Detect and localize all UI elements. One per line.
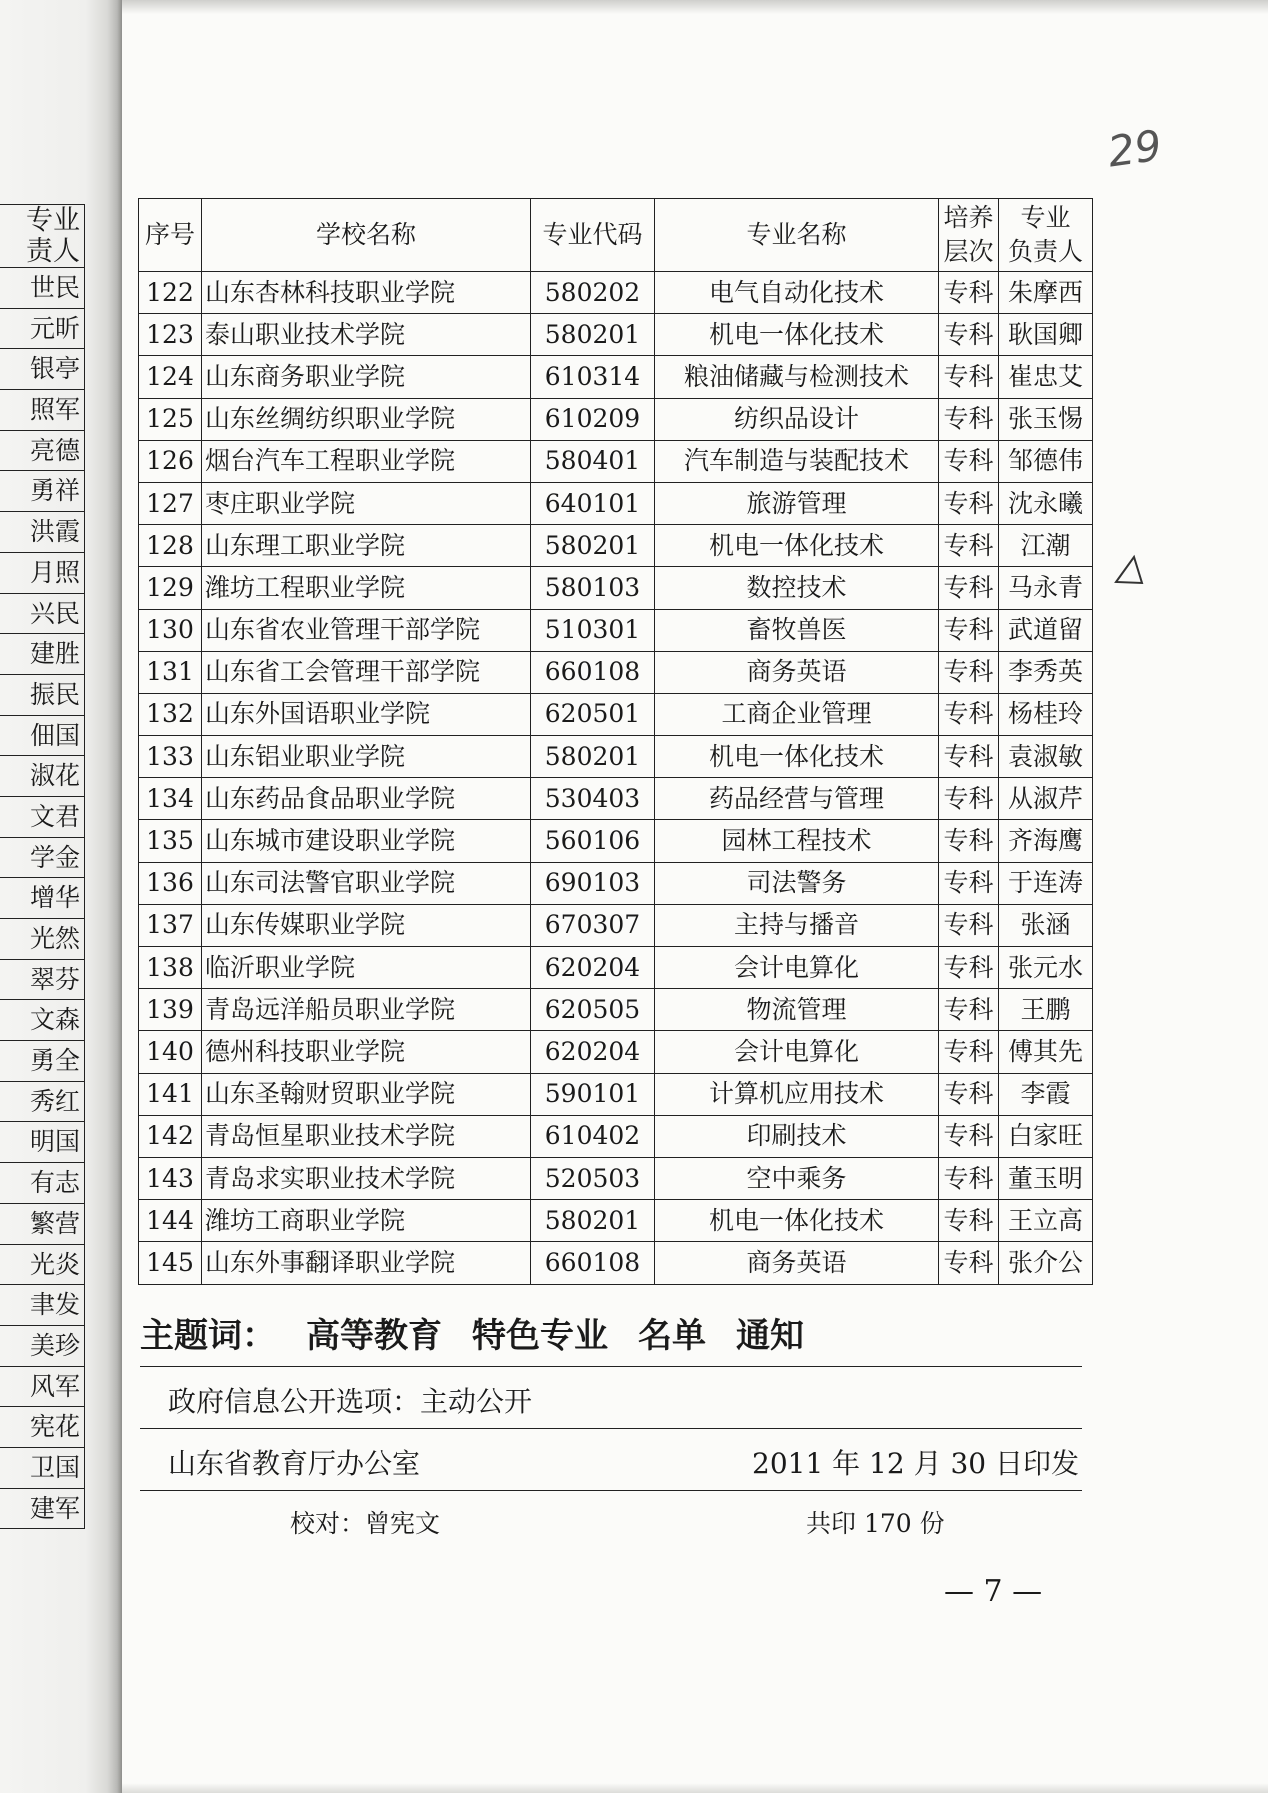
row-num: 122 — [139, 272, 202, 314]
disclosure-option: 政府信息公开选项：主动公开 — [168, 1385, 533, 1418]
row-lead: 沈永曦 — [999, 482, 1093, 524]
left-strip-name: 建军 — [0, 1489, 84, 1530]
row-level: 专科 — [939, 820, 999, 862]
row-code: 580202 — [531, 272, 655, 314]
row-code: 580201 — [531, 525, 655, 567]
row-lead: 邹德伟 — [999, 440, 1093, 482]
row-level: 专科 — [939, 356, 999, 398]
left-strip-name: 繁营 — [0, 1204, 84, 1245]
table-row — [139, 398, 1093, 440]
header-level-line2: 层次 — [943, 237, 994, 266]
row-school: 山东城市建设职业学院 — [202, 820, 531, 862]
table-body — [139, 272, 1093, 1285]
divider-line — [140, 1490, 1082, 1491]
row-school: 山东商务职业学院 — [202, 356, 531, 398]
row-code: 510301 — [531, 609, 655, 651]
row-major: 会计电算化 — [655, 947, 939, 989]
subject-keyword: 通知 — [736, 1316, 804, 1356]
row-level: 专科 — [939, 651, 999, 693]
row-num: 124 — [139, 356, 202, 398]
page-bottom-shadow — [122, 1783, 1268, 1793]
left-strip-name: 洪霞 — [0, 512, 84, 553]
header-lead-line2: 负责人 — [1007, 237, 1083, 266]
header-code: 专业代码 — [531, 199, 655, 272]
row-code: 520503 — [531, 1157, 655, 1199]
row-num: 144 — [139, 1200, 202, 1242]
header-school: 学校名称 — [202, 199, 531, 272]
row-level: 专科 — [939, 525, 999, 567]
row-code: 690103 — [531, 862, 655, 904]
row-num: 130 — [139, 609, 202, 651]
header-num: 序号 — [139, 199, 202, 272]
row-major: 药品经营与管理 — [655, 778, 939, 820]
row-lead: 张介公 — [999, 1242, 1093, 1284]
left-strip-name: 增华 — [0, 878, 84, 919]
handwritten-page-number: 29 — [1104, 120, 1165, 177]
header-major: 专业名称 — [655, 199, 939, 272]
row-major: 工商企业管理 — [655, 693, 939, 735]
row-major: 空中乘务 — [655, 1157, 939, 1199]
table-row — [139, 1200, 1093, 1242]
row-num: 141 — [139, 1073, 202, 1115]
row-num: 142 — [139, 1115, 202, 1157]
table-row — [139, 440, 1093, 482]
print-copies: 共印 170 份 — [806, 1509, 945, 1538]
row-school: 枣庄职业学院 — [202, 482, 531, 524]
row-num: 136 — [139, 862, 202, 904]
left-strip-name: 风军 — [0, 1367, 84, 1408]
row-school: 潍坊工商职业学院 — [202, 1200, 531, 1242]
row-code: 590101 — [531, 1073, 655, 1115]
left-strip-name: 宪花 — [0, 1407, 84, 1448]
table-row — [139, 525, 1093, 567]
row-major: 机电一体化技术 — [655, 736, 939, 778]
row-major: 商务英语 — [655, 651, 939, 693]
table-row — [139, 736, 1093, 778]
left-strip-name: 光炎 — [0, 1245, 84, 1286]
table-row — [139, 693, 1093, 735]
row-level: 专科 — [939, 778, 999, 820]
left-strip-name: 勇祥 — [0, 471, 84, 512]
row-lead: 董玉明 — [999, 1157, 1093, 1199]
subject-terms-label: 主题词： — [140, 1316, 276, 1356]
row-code: 580401 — [531, 440, 655, 482]
row-num: 145 — [139, 1242, 202, 1284]
row-major: 旅游管理 — [655, 482, 939, 524]
left-strip-name: 佃国 — [0, 716, 84, 757]
left-strip-name: 聿发 — [0, 1285, 84, 1326]
row-school: 山东司法警官职业学院 — [202, 862, 531, 904]
row-school: 山东传媒职业学院 — [202, 904, 531, 946]
table-row — [139, 778, 1093, 820]
row-level: 专科 — [939, 1242, 999, 1284]
row-num: 143 — [139, 1157, 202, 1199]
row-code: 620204 — [531, 947, 655, 989]
row-lead: 李霞 — [999, 1073, 1093, 1115]
row-school: 山东省工会管理干部学院 — [202, 651, 531, 693]
row-major: 电气自动化技术 — [655, 272, 939, 314]
row-code: 530403 — [531, 778, 655, 820]
left-strip-name: 兴民 — [0, 594, 84, 635]
left-strip-name: 世民 — [0, 268, 84, 309]
row-lead: 傅其先 — [999, 1031, 1093, 1073]
header-level-line1: 培养 — [943, 203, 994, 232]
row-lead: 江潮 — [999, 525, 1093, 567]
row-code: 580201 — [531, 736, 655, 778]
row-num: 137 — [139, 904, 202, 946]
table-row — [139, 820, 1093, 862]
major-list-table — [138, 198, 1093, 1285]
left-strip-name: 秀红 — [0, 1082, 84, 1123]
row-num: 128 — [139, 525, 202, 567]
row-lead: 张涵 — [999, 904, 1093, 946]
row-major: 园林工程技术 — [655, 820, 939, 862]
row-num: 129 — [139, 567, 202, 609]
row-lead: 耿国卿 — [999, 314, 1093, 356]
row-code: 610209 — [531, 398, 655, 440]
left-strip-name: 振民 — [0, 675, 84, 716]
left-strip-header-line2: 责人 — [26, 236, 80, 267]
row-code: 580201 — [531, 1200, 655, 1242]
table-row — [139, 1242, 1093, 1284]
left-strip-name: 元昕 — [0, 309, 84, 350]
row-num: 132 — [139, 693, 202, 735]
left-strip-name: 月照 — [0, 553, 84, 594]
left-page-column-strip — [0, 204, 85, 1529]
row-lead: 齐海鹰 — [999, 820, 1093, 862]
row-code: 560106 — [531, 820, 655, 862]
left-strip-name: 文森 — [0, 1000, 84, 1041]
row-lead: 王立高 — [999, 1200, 1093, 1242]
row-school: 山东丝绸纺织职业学院 — [202, 398, 531, 440]
left-strip-name: 学金 — [0, 838, 84, 879]
row-code: 610314 — [531, 356, 655, 398]
table-row — [139, 1073, 1093, 1115]
row-school: 山东杏林科技职业学院 — [202, 272, 531, 314]
left-strip-header-line1: 专业 — [26, 205, 80, 236]
row-num: 123 — [139, 314, 202, 356]
row-level: 专科 — [939, 693, 999, 735]
row-lead: 张元水 — [999, 947, 1093, 989]
row-major: 纺织品设计 — [655, 398, 939, 440]
row-lead: 白家旺 — [999, 1115, 1093, 1157]
left-strip-name: 明国 — [0, 1122, 84, 1163]
table-row — [139, 1031, 1093, 1073]
row-major: 机电一体化技术 — [655, 525, 939, 567]
row-level: 专科 — [939, 947, 999, 989]
left-strip-name: 照军 — [0, 390, 84, 431]
table-header-row — [139, 199, 1093, 272]
left-strip-name: 有志 — [0, 1163, 84, 1204]
row-num: 127 — [139, 482, 202, 524]
row-level: 专科 — [939, 862, 999, 904]
row-major: 司法警务 — [655, 862, 939, 904]
row-code: 670307 — [531, 904, 655, 946]
row-school: 烟台汽车工程职业学院 — [202, 440, 531, 482]
row-level: 专科 — [939, 1157, 999, 1199]
issue-date: 2011 年 12 月 30 日印发 — [752, 1447, 1080, 1480]
row-school: 山东外国语职业学院 — [202, 693, 531, 735]
left-strip-name: 美珍 — [0, 1326, 84, 1367]
row-major: 主持与播音 — [655, 904, 939, 946]
row-major: 印刷技术 — [655, 1115, 939, 1157]
handwritten-triangle-mark — [1112, 554, 1146, 586]
row-lead: 于连涛 — [999, 862, 1093, 904]
table-row — [139, 567, 1093, 609]
row-num: 131 — [139, 651, 202, 693]
subject-keyword: 高等教育 — [306, 1316, 442, 1356]
row-num: 139 — [139, 989, 202, 1031]
row-lead: 张玉惕 — [999, 398, 1093, 440]
row-school: 山东省农业管理干部学院 — [202, 609, 531, 651]
left-strip-name: 勇全 — [0, 1041, 84, 1082]
row-num: 133 — [139, 736, 202, 778]
row-lead: 从淑芹 — [999, 778, 1093, 820]
table-row — [139, 989, 1093, 1031]
row-level: 专科 — [939, 1073, 999, 1115]
row-code: 620204 — [531, 1031, 655, 1073]
left-strip-name: 卫国 — [0, 1448, 84, 1489]
subject-keyword: 特色专业 — [472, 1316, 608, 1356]
row-major: 机电一体化技术 — [655, 314, 939, 356]
row-major: 畜牧兽医 — [655, 609, 939, 651]
row-level: 专科 — [939, 1115, 999, 1157]
left-strip-name: 文君 — [0, 797, 84, 838]
row-lead: 李秀英 — [999, 651, 1093, 693]
header-lead-line1: 专业 — [1020, 203, 1071, 232]
row-school: 泰山职业技术学院 — [202, 314, 531, 356]
row-school: 临沂职业学院 — [202, 947, 531, 989]
row-lead: 马永青 — [999, 567, 1093, 609]
subject-terms — [140, 1308, 804, 1357]
table-row — [139, 947, 1093, 989]
row-code: 660108 — [531, 1242, 655, 1284]
row-lead: 朱摩西 — [999, 272, 1093, 314]
divider-line — [140, 1366, 1082, 1367]
row-lead: 王鹏 — [999, 989, 1093, 1031]
row-major: 物流管理 — [655, 989, 939, 1031]
row-major: 数控技术 — [655, 567, 939, 609]
page-footer-number: — 7 — — [944, 1574, 1043, 1609]
row-num: 135 — [139, 820, 202, 862]
row-level: 专科 — [939, 609, 999, 651]
left-strip-cells — [0, 268, 84, 1529]
row-lead: 杨桂玲 — [999, 693, 1093, 735]
row-level: 专科 — [939, 1200, 999, 1242]
issuer-office: 山东省教育厅办公室 — [168, 1447, 421, 1480]
row-code: 580103 — [531, 567, 655, 609]
row-school: 德州科技职业学院 — [202, 1031, 531, 1073]
row-code: 620501 — [531, 693, 655, 735]
row-major: 机电一体化技术 — [655, 1200, 939, 1242]
row-lead: 崔忠艾 — [999, 356, 1093, 398]
row-school: 潍坊工程职业学院 — [202, 567, 531, 609]
table-row — [139, 1115, 1093, 1157]
row-code: 580201 — [531, 314, 655, 356]
table-row — [139, 314, 1093, 356]
row-code: 660108 — [531, 651, 655, 693]
left-strip-name: 淑花 — [0, 756, 84, 797]
table-row — [139, 904, 1093, 946]
row-code: 640101 — [531, 482, 655, 524]
table-row — [139, 356, 1093, 398]
row-num: 138 — [139, 947, 202, 989]
row-lead: 武道留 — [999, 609, 1093, 651]
subject-keyword: 名单 — [638, 1316, 706, 1356]
table-row — [139, 482, 1093, 524]
table-row — [139, 609, 1093, 651]
row-school: 青岛远洋船员职业学院 — [202, 989, 531, 1031]
left-strip-header — [0, 205, 84, 268]
row-num: 125 — [139, 398, 202, 440]
left-strip-name: 翠芬 — [0, 960, 84, 1001]
left-strip-name: 光然 — [0, 919, 84, 960]
left-strip-name: 建胜 — [0, 634, 84, 675]
row-major: 粮油储藏与检测技术 — [655, 356, 939, 398]
table-row — [139, 651, 1093, 693]
row-major: 汽车制造与装配技术 — [655, 440, 939, 482]
page-top-shadow — [122, 0, 1268, 14]
row-school: 青岛求实职业技术学院 — [202, 1157, 531, 1199]
proofreader: 校对：曾宪文 — [290, 1509, 441, 1538]
row-school: 山东药品食品职业学院 — [202, 778, 531, 820]
row-school: 山东外事翻译职业学院 — [202, 1242, 531, 1284]
row-num: 134 — [139, 778, 202, 820]
left-strip-name: 银亭 — [0, 349, 84, 390]
row-lead: 袁淑敏 — [999, 736, 1093, 778]
left-strip-name: 亮德 — [0, 431, 84, 472]
row-school: 青岛恒星职业技术学院 — [202, 1115, 531, 1157]
row-num: 126 — [139, 440, 202, 482]
row-level: 专科 — [939, 989, 999, 1031]
row-school: 山东铝业职业学院 — [202, 736, 531, 778]
row-major: 计算机应用技术 — [655, 1073, 939, 1115]
row-level: 专科 — [939, 314, 999, 356]
table-row — [139, 1157, 1093, 1199]
row-major: 商务英语 — [655, 1242, 939, 1284]
row-level: 专科 — [939, 482, 999, 524]
row-level: 专科 — [939, 567, 999, 609]
row-school: 山东圣翰财贸职业学院 — [202, 1073, 531, 1115]
row-major: 会计电算化 — [655, 1031, 939, 1073]
row-level: 专科 — [939, 272, 999, 314]
row-code: 610402 — [531, 1115, 655, 1157]
table-row — [139, 862, 1093, 904]
row-level: 专科 — [939, 398, 999, 440]
table-row — [139, 272, 1093, 314]
row-level: 专科 — [939, 736, 999, 778]
row-num: 140 — [139, 1031, 202, 1073]
row-code: 620505 — [531, 989, 655, 1031]
row-level: 专科 — [939, 440, 999, 482]
divider-line — [140, 1428, 1082, 1429]
header-lead — [999, 199, 1093, 272]
header-level — [939, 199, 999, 272]
row-school: 山东理工职业学院 — [202, 525, 531, 567]
row-level: 专科 — [939, 904, 999, 946]
row-level: 专科 — [939, 1031, 999, 1073]
